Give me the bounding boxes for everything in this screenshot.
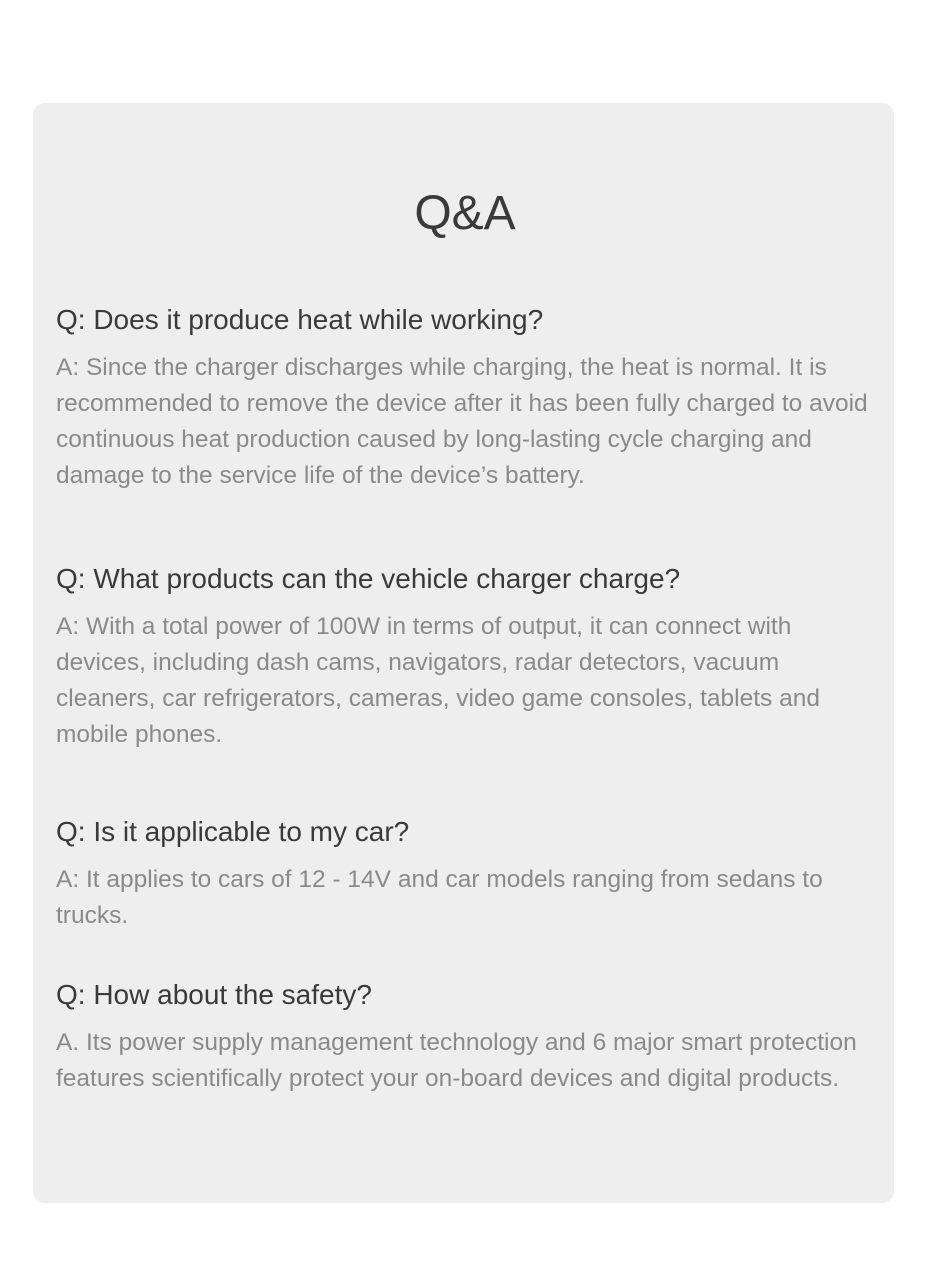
question-safety: Q: How about the safety? (56, 979, 372, 1010)
qa-item (56, 977, 878, 1097)
answer-products: A: With a total power of 100W in terms of output, it can connect with devices, including dash cams, navigators, radar detectors, vacuum cleaners, car refrigerators, cameras, video game consoles, tablets and mobile phones. (56, 613, 820, 748)
answer-heat: A: Since the charger discharges while charging, the heat is normal. It is recommended to remove the device after it has been fully charged to avoid continuous heat production caused by long-lasting cycle charging and damage to the service life of the device’s battery. (56, 354, 868, 489)
question-products: Q: What products can the vehicle charger charge? (56, 563, 681, 594)
qa-item (56, 302, 878, 494)
answer-car: A: It applies to cars of 12 - 14V and car models ranging from sedans to trucks. (56, 866, 823, 929)
question-car: Q: Is it applicable to my car? (56, 816, 410, 847)
page-title: Q&A (414, 187, 516, 240)
question-heat: Q: Does it produce heat while working? (56, 304, 544, 335)
qa-item (56, 814, 878, 934)
answer-safety: A. Its power supply management technology and 6 major smart protection features scientifically protect your on-board devices and digital products. (56, 1029, 857, 1092)
qa-item (56, 561, 878, 753)
